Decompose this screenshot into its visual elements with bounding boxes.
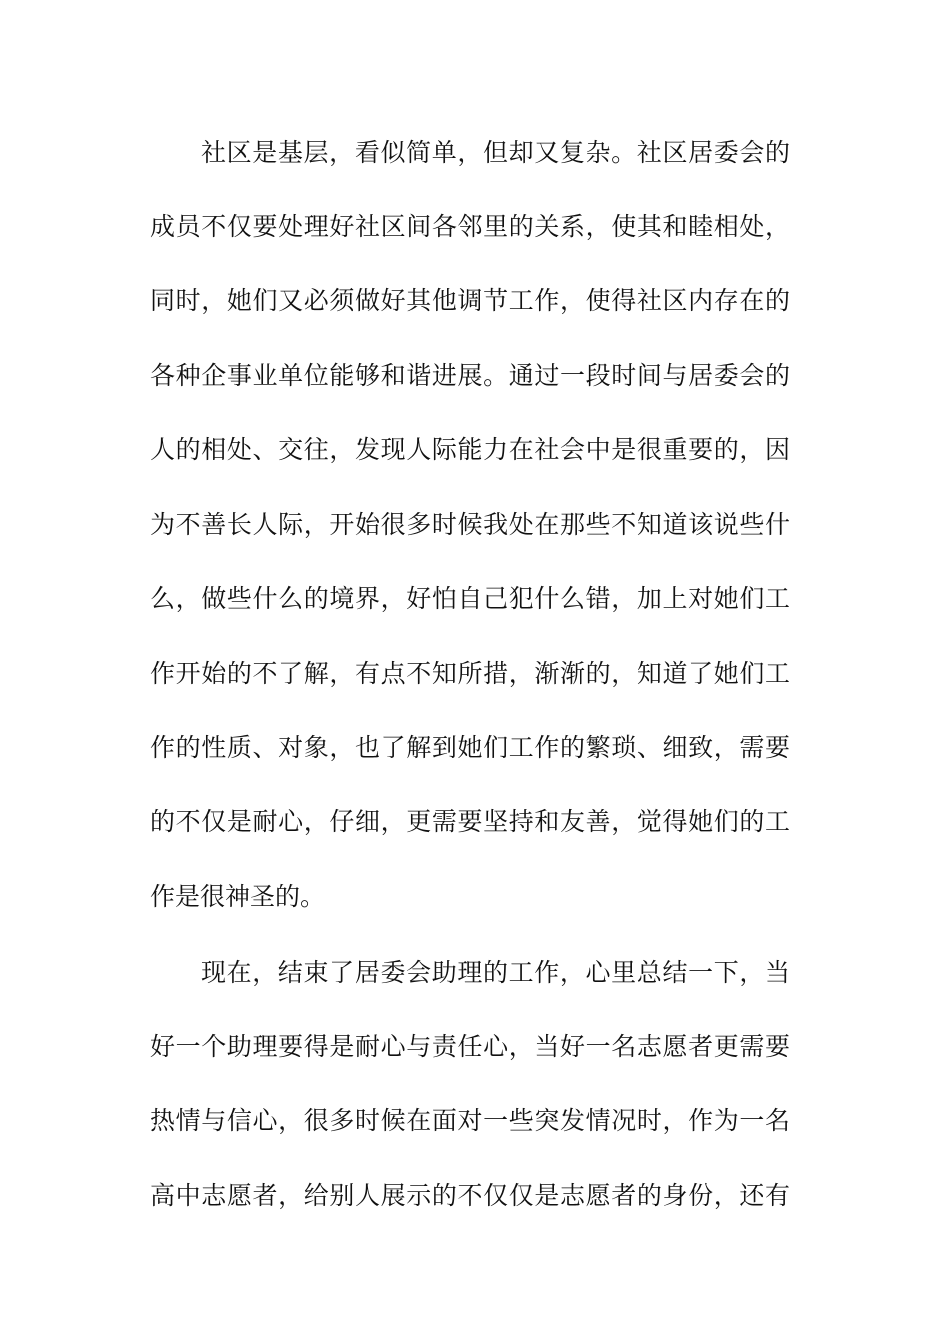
paragraph-1-line-4: 各种企事业单位能够和谐进展。通过一段时间与居委会的 [150,361,790,390]
paragraph-1-line-2: 成员不仅要处理好社区间各邻里的关系，使其和睦相处， [150,212,790,241]
paragraph-2-line-2: 好一个助理要得是耐心与责任心，当好一名志愿者更需要 [150,1032,790,1061]
paragraph-1-line-3: 同时，她们又必须做好其他调节工作，使得社区内存在的 [150,286,790,315]
paragraph-1-line-11: 作是很神圣的。 [150,882,326,911]
paragraph-1-line-5: 人的相处、交往，发现人际能力在社会中是很重要的，因 [150,435,790,464]
paragraph-1-line-1: 社区是基层，看似简单，但却又复杂。社区居委会的 [201,138,790,167]
paragraph-1-line-8: 作开始的不了解，有点不知所措，渐渐的，知道了她们工 [150,659,790,688]
paragraph-2-line-3: 热情与信心，很多时候在面对一些突发情况时，作为一名 [150,1106,790,1135]
paragraph-2-line-1: 现在，结束了居委会助理的工作，心里总结一下，当 [201,958,790,987]
paragraph-1-line-6: 为不善长人际，开始很多时候我处在那些不知道该说些什 [150,510,790,539]
paragraph-2-line-4: 高中志愿者，给别人展示的不仅仅是志愿者的身份，还有 [150,1181,790,1210]
paragraph-1-line-10: 的不仅是耐心，仔细，更需要坚持和友善，觉得她们的工 [150,807,790,836]
paragraph-1-line-7: 么，做些什么的境界，好怕自己犯什么错，加上对她们工 [150,584,790,613]
paragraph-1-line-9: 作的性质、对象，也了解到她们工作的繁琐、细致，需要 [150,733,790,762]
